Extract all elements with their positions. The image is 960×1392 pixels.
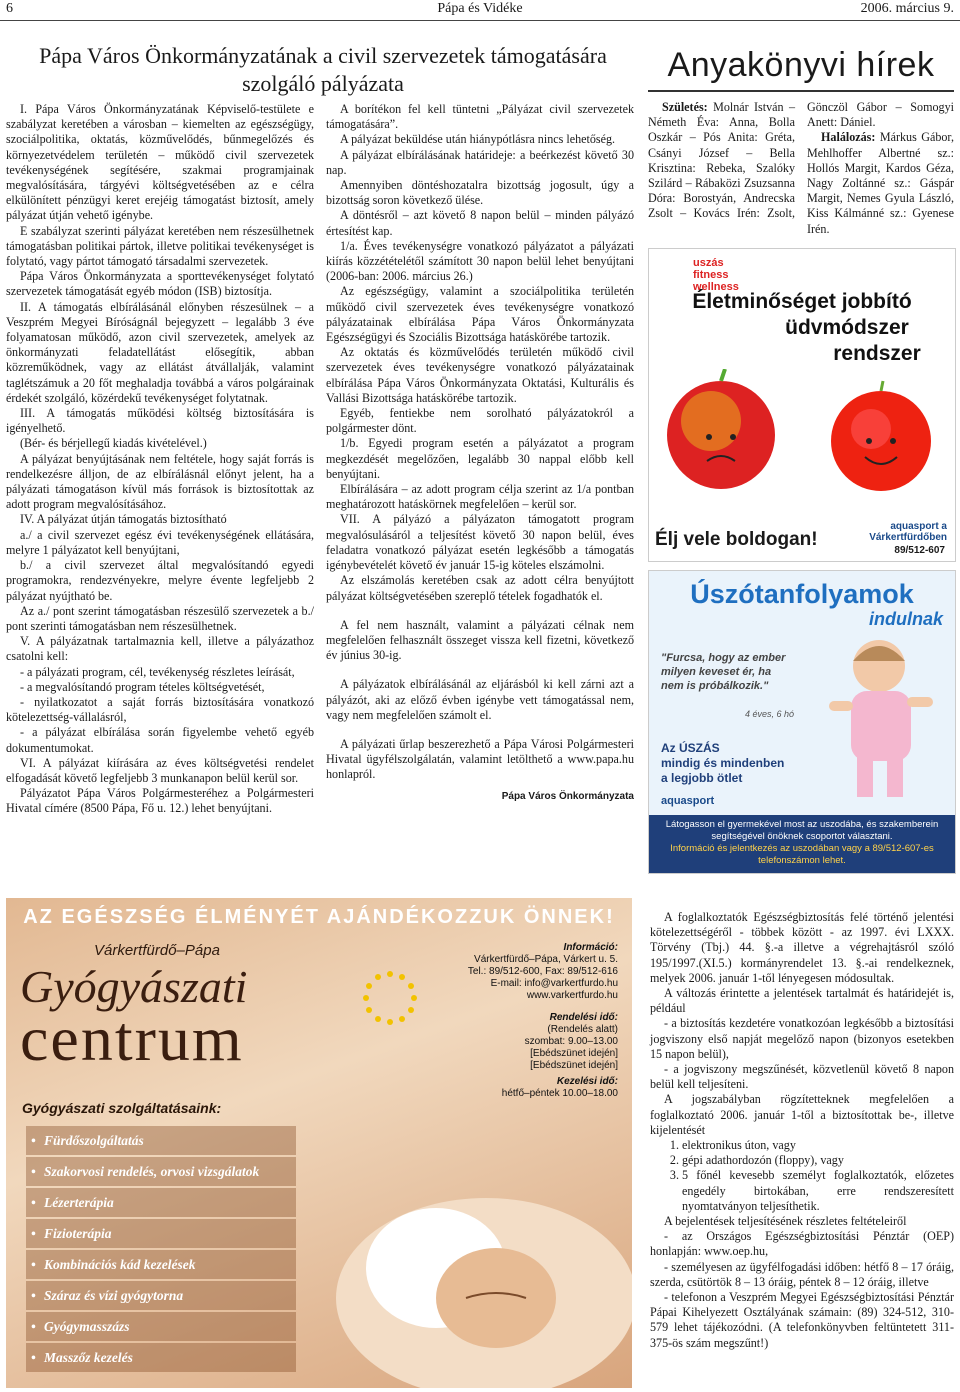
article-paragraph: A döntésről – azt követő 8 napon belül – minden pályázó értesítést kap.	[326, 208, 634, 238]
eu-stars-icon	[360, 968, 420, 1028]
anyakonyv-title: Anyakönyvi hírek	[667, 46, 935, 84]
article-paragraph: - a megvalósítandó program tételes költségvetését,	[20, 679, 265, 694]
spa-office-line: hétfő–péntek 10.00–18.00	[501, 1088, 618, 1099]
article-paragraph: Az a./ pont szerint támogatásban részesülő szervezetek a b./ pont szerinti támogatásban nem részesülhetnek.	[6, 603, 314, 633]
article-paragraph: VI. A pályázat kiírására az éves költségvetési rendelet elfogadását követő legfeljebb 3 munkanapon belül kerül sor.	[6, 755, 314, 785]
spa-office-label: Kezelési idő:	[556, 1076, 618, 1087]
notice-list-item: 2. gépi adathordozón (floppy), vagy	[682, 1153, 954, 1168]
bullet-icon: •	[31, 1257, 36, 1272]
article-paragraph: A pályázat benyújtásának nem feltétele, hogy saját forrás is rendelkezésre álljon, de az elbírálásnál előnyt jelent, ha a pályázati támogatáson kívül más források is biztosítottak az adott program megvalósításához.	[6, 451, 314, 512]
article-paragraph: (Bér- és bérjellegű kiadás kivételével.)	[20, 436, 207, 451]
article-paragraph: Egyéb, fentiekbe nem sorolható pályázatokról a polgármester dönt.	[326, 406, 634, 436]
deaths-label: Halálozás:	[821, 130, 876, 145]
spa-ad	[6, 898, 632, 1388]
article-paragraph: Az elszámolás keretében csak az adott célra benyújtott pályázat költségvetésében szereplő tételek fogadhatók el.	[326, 573, 634, 603]
spa-title-1: Gyógyászati	[20, 961, 248, 1012]
spa-hours-line: (Rendelés alatt)	[547, 1024, 618, 1035]
child-photo	[799, 631, 949, 801]
spa-service-item: • Kombinációs kád kezelések	[26, 1250, 296, 1279]
article-paragraph: Pályázatot Pápa Város Polgármesteréhez a Polgármesteri Hivatal címére (8500 Pápa, Fő u. 12.) lehet benyújtani.	[6, 786, 314, 816]
article-paragraph: - a pályázati program, cél, tevékenység részletes leírását,	[20, 664, 295, 679]
bullet-icon: •	[31, 1133, 36, 1148]
deaths-text: Márkus Gábor, Mehlhoffer Albertné sz.: Hollós Margit, Kardos Géza, Nagy Zoltánné sz.: Gáspár Margit, Nemes Gyula László, Kiss Kálmánné sz.: Gyenese Irén.	[807, 130, 954, 236]
notice-paragraph: A bejelentések teljesítésének részletes feltételeiről	[664, 1214, 907, 1229]
spa-banner: AZ EGÉSZSÉG ÉLMÉNYÉT AJÁNDÉKOZZUK ÖNNEK!	[23, 906, 615, 928]
article-paragraph: Amennyiben döntéshozatalra bizottság jogosult, úgy a bizottság soron következő ülése.	[326, 178, 634, 208]
article-paragraph: A pályázatok elbírálásánál az eljárásból ki kell zárni azt a pályázót, aki az előző évben igénybe vett támogatással nem, vagy nem megfelelően számolt el.	[326, 677, 634, 722]
notice-paragraph: A változás érintette a jelentések tartalmát és határidejét is, például	[650, 986, 954, 1016]
article-paragraph: II. A támogatás elbírálásánál előnyben részesülnek – a Veszprém Megyei Bíróságnál bejegyzett – legalább 3 éve folyamatosan működő, azon civil szervezetek, amelyek az önkormányzati feladatellátást elősegítik, abban közreműködnek, vagy az ellátást átvállalják, valamint taglétszámuk a 20 főt meghaladja továbbá a város polgárainak érdekét szolgáló, közérdekű tevékenységet folytatnak.	[6, 299, 314, 405]
apples-illustration	[659, 369, 949, 499]
article-paragraph: A pályázati űrlap beszerezhető a Pápa Városi Polgármesteri Hivatal ügyfélszolgálatán, valamint letölthető a www.papa.hu honlapról.	[326, 736, 634, 782]
health-insurance-notice	[650, 910, 954, 1351]
bullet-icon: •	[31, 1164, 36, 1179]
bullet-icon: •	[31, 1350, 36, 1365]
notice-paragraph: - személyesen az ügyfélfogadási időben: hétfő 8 – 17 óráig, szerda, csütörtök 8 – 13 óráig, péntek 8 – 12 óráig, illetve	[650, 1259, 954, 1289]
fitness-phone: 89/512-607	[894, 545, 945, 556]
spa-info-line: Várkertfürdő–Pápa, Várkert u. 5.	[474, 954, 618, 965]
swim-subheadline: indulnak	[868, 609, 943, 629]
article-paragraph: - a pályázat elbírálása során figyelembe vehető egyéb dokumentumokat.	[6, 725, 314, 755]
swim-ad	[648, 570, 956, 874]
swim-quote-author: 4 éves, 6 hó	[745, 709, 795, 719]
spa-service-item: • Lézerterápia	[26, 1188, 296, 1217]
article-paragraph: Az oktatás és közművelődés területén működő civil szervezetek éves tevékenységre vonatkozó pályázatainak elbírálása Pápa Város Önkormányzata Oktatási, Kulturális és Vallási Bizottsága hatáskörébe tartozik.	[326, 345, 634, 405]
births-label: Születés:	[662, 100, 708, 114]
publication-name: Pápa és Vidéke	[437, 1, 523, 16]
notice-paragraph: A jogszabályban rögzítetteknek megfelelően a foglalkoztató 2006. január 1-től a biztosítottak be-, illetve kijelentését	[650, 1092, 954, 1137]
spa-info-label: Információ:	[563, 942, 618, 953]
bullet-icon: •	[31, 1288, 36, 1303]
fitness-brand: uszás fitness wellness	[693, 257, 739, 293]
notice-list-item: 1. elektronikus úton, vagy	[682, 1138, 954, 1153]
swim-quote: "Furcsa, hogy az ember milyen keveset ér, ha nem is próbálkozik."	[661, 652, 786, 692]
fitness-ad	[648, 248, 956, 562]
page-number: 6	[6, 1, 13, 16]
swim-footer-2: Információ és jelentkezés az uszodában vagy a 89/512-607-es telefonszámon lehet.	[670, 843, 934, 866]
article-paragraph: A pályázat beküldése után hiánypótlásra nincs lehetőség.	[340, 132, 616, 147]
notice-list-item: 3. 5 főnél kevesebb személyt foglalkoztatók, előzetes engedély birtokában, erre rendszeresített nyomtatványon teljesíthetik.	[682, 1168, 954, 1214]
spa-woman-photo	[316, 1148, 632, 1388]
article-paragraph: - nyilatkozatot a saját forrás biztosítására vonatkozó kötelezettség-vállalásról,	[6, 694, 314, 725]
spa-info-line: www.varkertfurdo.hu	[526, 990, 618, 1001]
notice-paragraph: A foglalkoztatók Egészségbiztosítás felé történő jelentési kötelezettségéről - többek között - az 1997. évi LXXX. Törvény (Tbj.) 44. §.-a illetve a végrehajtásról szóló 195/1997.(XI.5.) kormányrendelet 13. §.-ai rendelkeznek, melyek 2006. január 1-től lényegesen módosultak.	[650, 910, 954, 985]
fitness-headline-2: üdvmódszer	[785, 316, 909, 339]
swim-text-2: mindig és mindenben	[661, 756, 785, 770]
article-column-1	[6, 102, 314, 817]
notice-list	[650, 1138, 954, 1214]
page-header	[0, 0, 960, 21]
swim-text-1: Az ÚSZÁS	[661, 741, 720, 755]
swim-headline: Úszótanfolyamok	[690, 579, 914, 609]
article-paragraph: 1/b. Egyedi program esetén a pályázatot a program megkezdését megelőzően, legalább 30 nappal előbb kell benyújtani.	[326, 436, 634, 481]
article-paragraph: A fel nem használt, valamint a pályázati célnak nem megfelelően felhasznált összeget vissza kell fizetni, következő év június 30-ig.	[326, 617, 634, 663]
births-text: Molnár István – Németh Éva: Anna, Bolla Oszkár – Pós Anita: Gréta, Csányi József – Bella Krisztina: Rebeka, Szalóky Szilárd – Rábaközi Zsuzsanna Dóra: Borostyán, Andrecska Zsolt – Kovács Irén: Zsolt, Gönczöl Gábor – Somogyi Anett: Dániel.	[648, 100, 954, 221]
article-paragraph: V. A pályázatnak tartalmaznia kell, illetve a pályázathoz csatolni kell:	[6, 634, 314, 664]
article-paragraph: VII. A pályázó a pályázaton támogatott program megvalósulásáról a teljesítést követő 30 napon belül, éves feladatra vonatkozó pályázat esetén legkésőbb a támogatás igénybevételét követő év január 15-ig köteles elszámolni.	[326, 512, 634, 573]
article-paragraph: b./ a civil szervezet által megvalósítandó egyedi programokra, rendezvényekre, melyre évente legfeljebb 2 pályázat nyújtható be.	[6, 558, 314, 603]
spa-hours-label: Rendelési idő:	[549, 1012, 618, 1023]
fitness-headline-3: rendszer	[833, 342, 921, 365]
spa-hours-line: szombat: 9.00–13.00	[524, 1036, 618, 1047]
spa-location: Várkertfürdő–Pápa	[94, 942, 220, 959]
article-paragraph: Elbírálására – az adott program célja szerint az 1/a pontban meghatározott hatáskörnek megfelelően – kerül sor.	[326, 482, 634, 512]
article-paragraph: IV. A pályázat útján támogatás biztosítható	[20, 512, 227, 527]
fitness-logo: aquasport a Várkertfürdőben	[869, 521, 947, 543]
swim-footer: Látogasson el gyermekével most az uszodába, és szakemberein segítségével önöknek csoportot választani.	[665, 819, 939, 842]
article-paragraph: A borítékon fel kell tüntetni „Pályázat civil szervezetek támogatására”.	[326, 102, 634, 132]
swim-logo: aquasport	[661, 795, 715, 807]
article-column-2	[326, 102, 634, 804]
notice-paragraph: - telefonon a Veszprém Megyei Egészségbiztosítási Pénztár Pápai Kihelyezett Osztályának számain: (89) 324-512, 310-579 lehet tájékozódni. (A telefonkönyvben feltüntetett 311-375-ös szám megszűnt!)	[650, 1290, 954, 1350]
spa-service-item: • Fizioterápia	[26, 1219, 296, 1248]
article-paragraph: E szabályzat szerinti pályázat keretében nem részesülhetnek támogatásban politikai pártok, illetve politikai tevékenységet is folytató, vagy pártot támogató társadalmi szervezetek.	[6, 223, 314, 269]
fitness-slogan: Élj vele boldogan!	[655, 529, 818, 550]
notice-paragraph: - a jogviszony megszűnését, közvetlenül követő 8 napon belül kell teljesíteni.	[650, 1062, 954, 1092]
spa-info-line: E-mail: info@varkertfurdo.hu	[490, 978, 618, 989]
bullet-icon: •	[31, 1195, 36, 1210]
article-signature: Pápa Város Önkormányzata	[501, 790, 634, 802]
spa-title-2: centrum	[20, 1003, 244, 1074]
article-paragraph: I. Pápa Város Önkormányzatának Képviselő-testülete e szabályzat keretében a városban – kiemelten az egészségügy, szociálpolitika, oktatás, közművelődés, bűnmegelőzés és környezetvédelem területén – működő civil szervezetek tevékenységének segítésére, szakmai programjainak megvalósítására, tárgyévi költségvetésében az e célra elkülönített pénzügyi keret erejéig támogatást biztosít, amely pályázat útján vehető igénybe.	[6, 102, 314, 223]
article-paragraph: Az egészségügy, valamint a szociálpolitika területén működő civil szervezetek éves tevékenységre vonatkozó pályázatainak elbírálása Pápa Város Önkormányzata Egészségügyi és Szociális Bizottsága hatáskörébe tartozik.	[326, 284, 634, 345]
article-paragraph: 1/a. Éves tevékenységre vonatkozó pályázatot a pályázati kiírás közzétételétől számított 30 napon belül lehet benyújtani (2006-ban: 2006. március 26.)	[326, 238, 634, 284]
spa-service-item: • Fürdőszolgáltatás	[26, 1126, 296, 1155]
spa-info-line: Tel.: 89/512-600, Fax: 89/512-616	[467, 966, 618, 977]
notice-paragraph: - a biztosítás kezdetére vonatkozóan legkésőbb a biztosítási jogviszony első napját megelőző napon (bizonyos esetekben 15 napon belül),	[650, 1016, 954, 1061]
notice-paragraph: - az Országos Egészségbiztosítási Pénztár (OEP) honlapján: www.oep.hu,	[650, 1229, 954, 1259]
article-paragraph: Pápa Város Önkormányzata a sporttevékenységet folytató szervezetek támogatását egyéb módon (ISB) biztosítja.	[6, 269, 314, 299]
bullet-icon: •	[31, 1319, 36, 1334]
article-paragraph: A pályázat elbírálásának határideje: a beérkezést követő 30 nap.	[326, 147, 634, 177]
swim-text-3: a legjobb ötlet	[661, 771, 743, 785]
spa-hours-line: [Ebédszünet idején]	[530, 1048, 618, 1059]
anyakonyv-body	[648, 100, 954, 237]
spa-service-item: • Szakorvosi rendelés, orvosi vizsgálatok	[26, 1157, 296, 1186]
article-paragraph: a./ a civil szervezet egész évi tevékenységének ellátására, melyre 1 pályázatot kell benyújtani,	[6, 527, 314, 557]
article-paragraph: III. A támogatás működési költség biztosítására is igényelhető.	[6, 406, 314, 436]
spa-service-item: • Gyógymasszázs	[26, 1312, 296, 1341]
bullet-icon: •	[31, 1226, 36, 1241]
spa-hours-line: [Ebédszünet idején]	[530, 1060, 618, 1071]
article-title: Pápa Város Önkormányzatának a civil szervezetek támogatására szolgáló pályázata	[39, 43, 607, 96]
fitness-headline-1: Életminőséget jobbító	[692, 290, 912, 313]
spa-services-title: Gyógyászati szolgáltatásaink:	[22, 1100, 222, 1116]
divider	[648, 90, 954, 92]
spa-service-item: • Száraz és vízi gyógytorna	[26, 1281, 296, 1310]
spa-service-item: • Masszőz kezelés	[26, 1343, 296, 1372]
issue-date: 2006. március 9.	[860, 1, 954, 16]
